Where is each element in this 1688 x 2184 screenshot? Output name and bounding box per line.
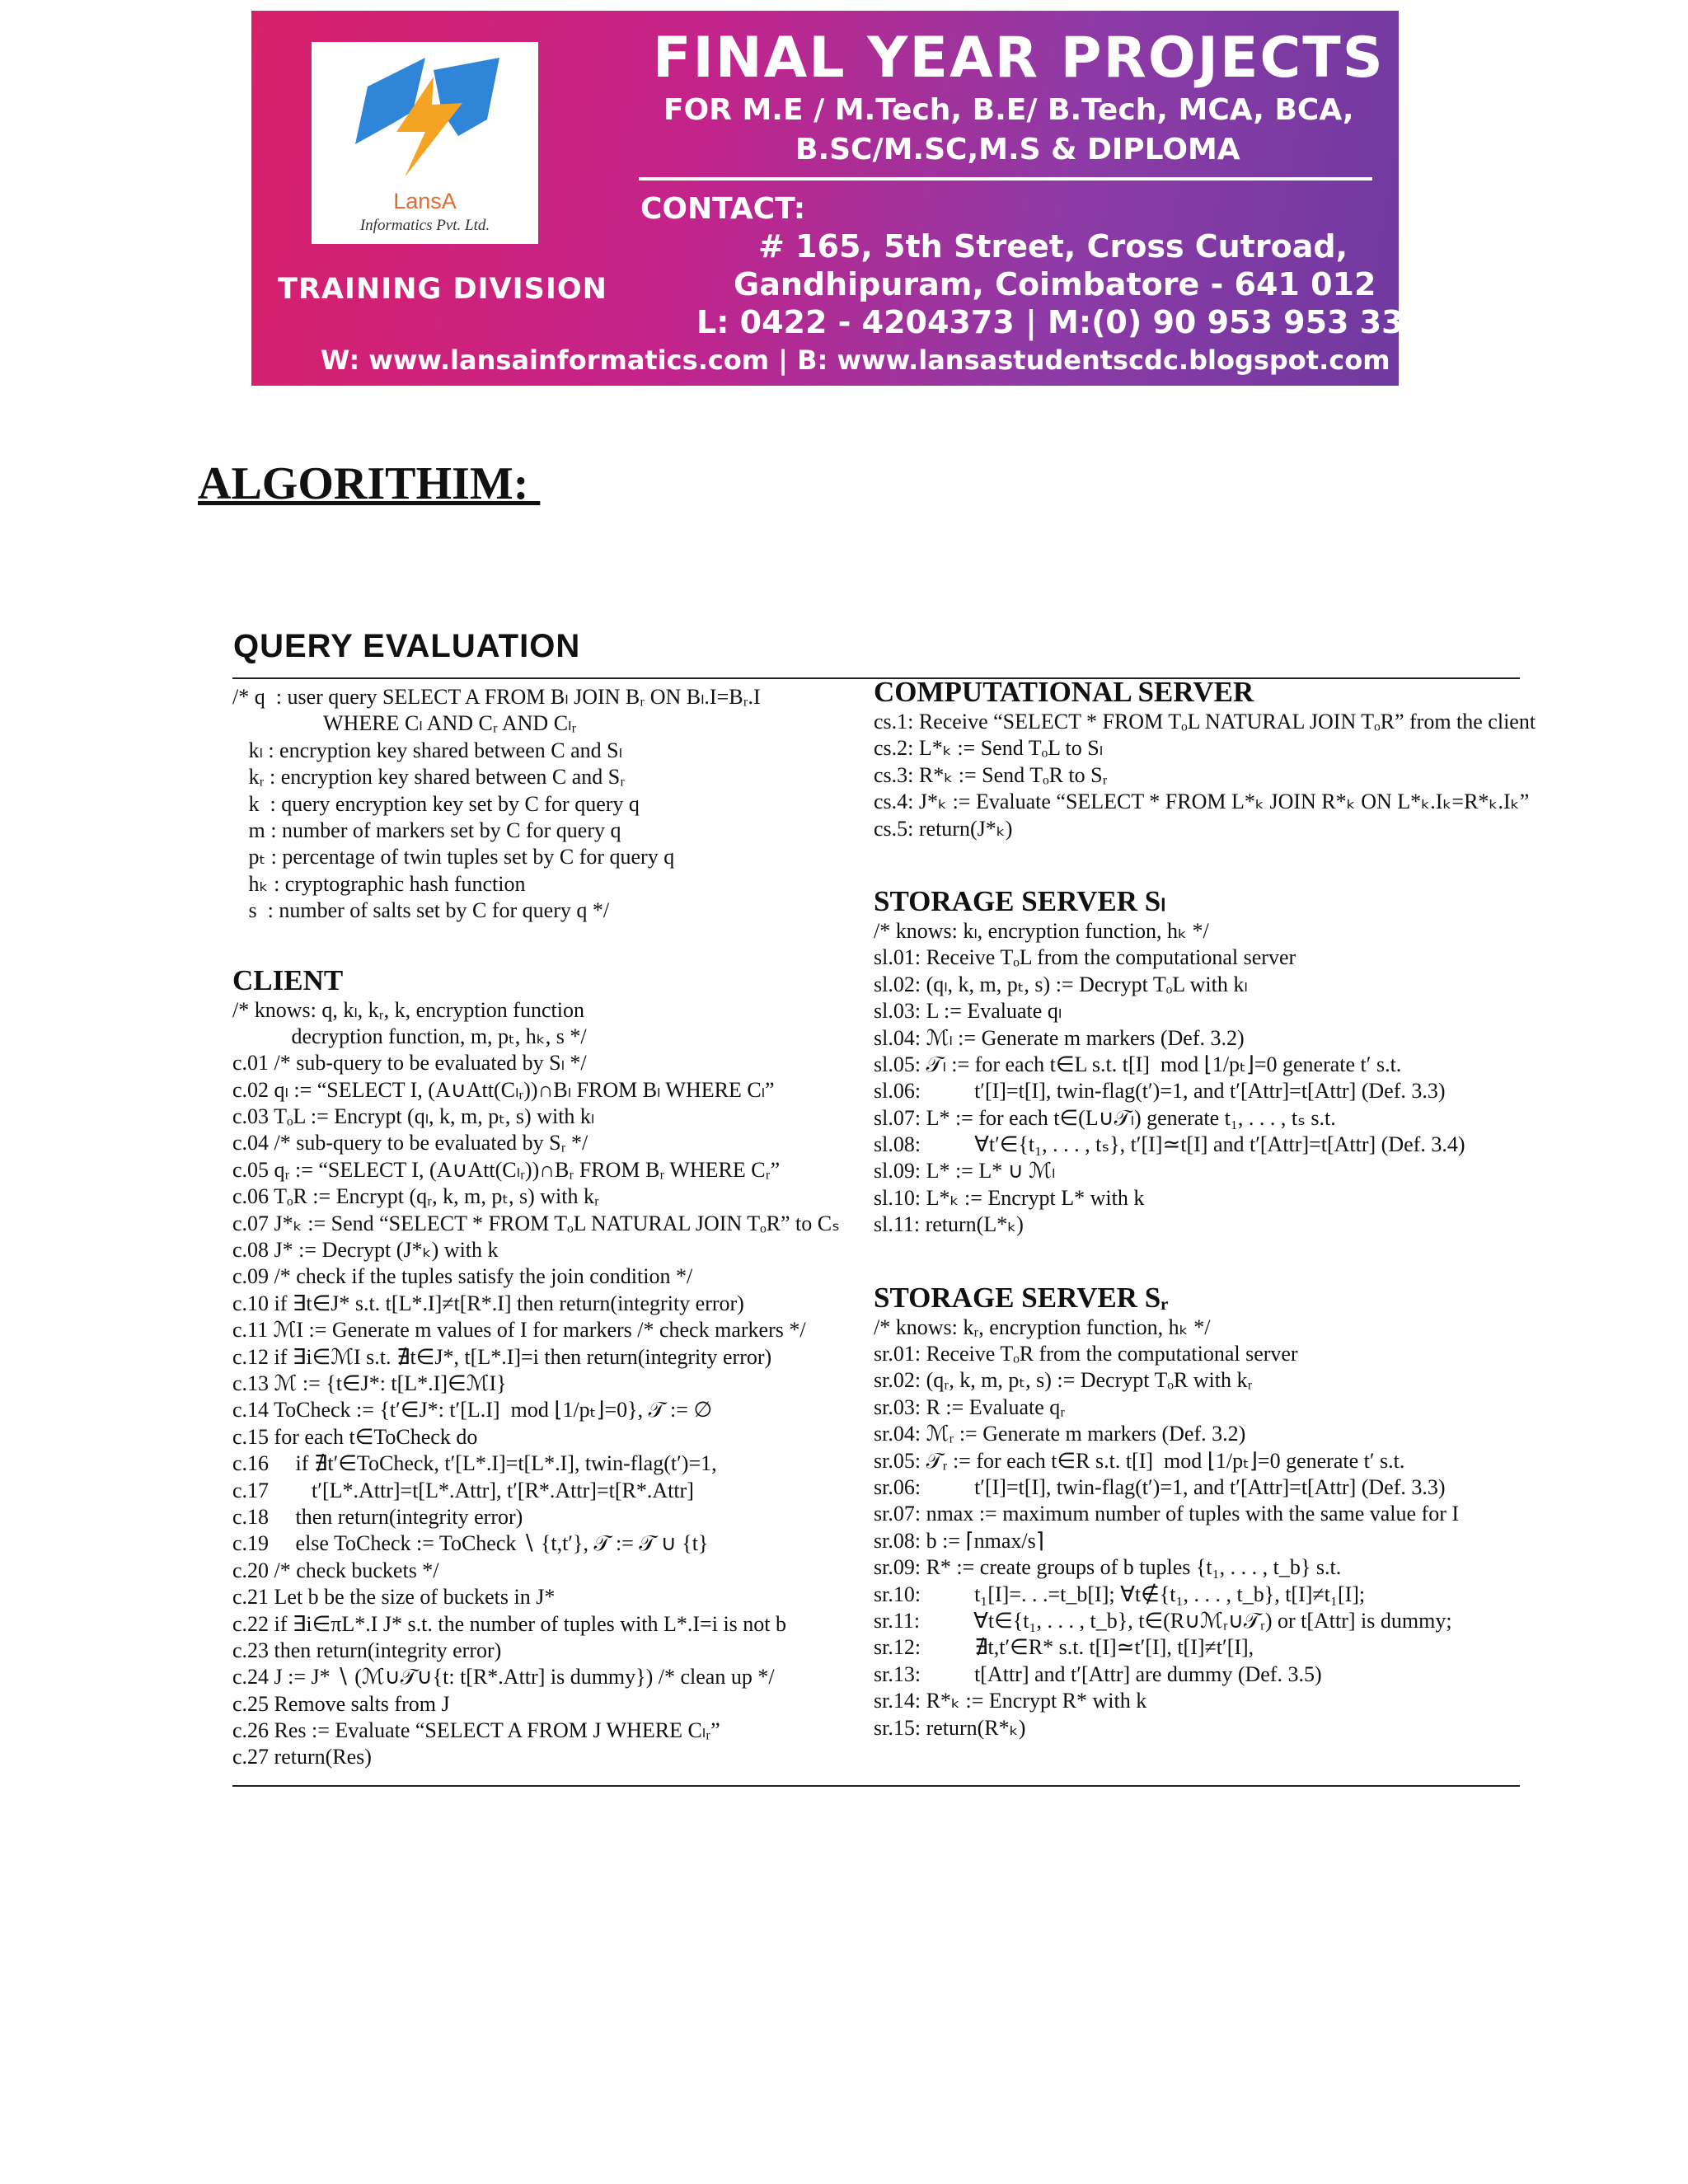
algorithm-line: /* knows: kᵣ, encryption function, hₖ */: [874, 1315, 1211, 1339]
storage-server-r-title: STORAGE SERVER Sᵣ: [874, 1281, 1169, 1314]
algorithm-line: decryption function, m, pₜ, hₖ, s */: [232, 1024, 587, 1048]
page-heading: ALGORITHIM:: [198, 458, 541, 509]
algorithm-line: sl.07: L* := for each t∈(L∪𝒯ₗ) generate t₁, . . . , tₛ s.t.: [874, 1105, 1336, 1130]
phone-numbers: L: 0422 - 4204373 | M:(0) 90 953 953 33: [696, 304, 1404, 340]
algorithm-line: sr.12: ∄t,t′∈R* s.t. t[I]≃t′[I], t[I]≠t′[I],: [874, 1635, 1254, 1660]
algorithm-line: sr.03: R := Evaluate qᵣ: [874, 1394, 1066, 1419]
algorithm-line: c.20 /* check buckets */: [232, 1558, 439, 1582]
algorithm-line: c.17 t′[L*.Attr]=t[L*.Attr], t′[R*.Attr]=t[R*.Attr]: [232, 1478, 694, 1502]
algorithm-line: c.26 Res := Evaluate “SELECT A FROM J WHERE Cₗᵣ”: [232, 1718, 720, 1743]
logo-subtitle: Informatics Pvt. Ltd.: [359, 217, 490, 234]
storage-server-l-title: STORAGE SERVER Sₗ: [874, 884, 1166, 917]
algorithm-line: sl.05: 𝒯ₗ := for each t∈L s.t. t[I] mod ⌊1/pₜ⌋=0 generate t′ s.t.: [874, 1052, 1402, 1076]
algorithm-line: c.05 qᵣ := “SELECT I, (A∪Att(Cₗᵣ))∩Bᵣ FROM Bᵣ WHERE Cᵣ”: [232, 1157, 781, 1182]
algorithm-line: sr.01: Receive TₒR from the computational server: [874, 1342, 1298, 1366]
logo-name: LansA: [393, 189, 457, 213]
algorithm-line: sr.06: t′[I]=t[I], twin-flag(t′)=1, and t′[Attr]=t[Attr] (Def. 3.3): [874, 1474, 1446, 1499]
client-title: CLIENT: [232, 963, 344, 996]
algorithm-line: c.22 if ∃i∈πL*.I J* s.t. the number of tuples with L*.I=i is not b: [232, 1611, 787, 1636]
algorithm-line: sl.01: Receive TₒL from the computational server: [874, 945, 1296, 970]
computational-server-title: COMPUTATIONAL SERVER: [874, 676, 1254, 708]
algorithm-line: sr.05: 𝒯ᵣ := for each t∈R s.t. t[I] mod ⌊1/pₜ⌋=0 generate t′ s.t.: [874, 1448, 1405, 1473]
figure-title: QUERY EVALUATION: [233, 628, 581, 664]
algorithm-line: cs.1: Receive “SELECT * FROM TₒL NATURAL JOIN TₒR” from the client: [874, 710, 1536, 733]
algorithm-line: kₗ : encryption key shared between C and Sₗ: [232, 738, 622, 762]
computational-server-block: [874, 709, 1536, 842]
algorithm-line: sr.11: ∀t∈{t₁, . . . , t_b}, t∈(R∪ℳᵣ∪𝒯ᵣ) or t[Attr] is dummy;: [874, 1608, 1452, 1633]
right-column: [874, 676, 1536, 1741]
algorithm-line: /* knows: q, kₗ, kᵣ, k, encryption function: [232, 997, 584, 1022]
algorithm-line: c.04 /* sub-query to be evaluated by Sᵣ */: [232, 1131, 588, 1155]
algorithm-line: sl.10: L*ₖ := Encrypt L* with k: [874, 1185, 1145, 1210]
algorithm-line: sl.04: ℳₗ := Generate m markers (Def. 3.2): [874, 1025, 1245, 1050]
algorithm-line: c.21 Let b be the size of buckets in J*: [232, 1585, 556, 1610]
algorithm-line: /* knows: kₗ, encryption function, hₖ */: [874, 918, 1209, 943]
algorithm-line: c.16 if ∄t′∈ToCheck, t′[L*.I]=t[L*.I], twin-flag(t′)=1,: [232, 1451, 717, 1476]
algorithm-line: cs.3: R*ₖ := Send TₒR to Sᵣ: [874, 762, 1108, 787]
params-block: [232, 684, 859, 925]
algorithm-line: c.25 Remove salts from J: [232, 1691, 450, 1716]
algorithm-line: sl.11: return(L*ₖ): [874, 1212, 1024, 1237]
algorithm-line: sl.02: (qₗ, k, m, pₜ, s) := Decrypt TₒL with kₗ: [874, 972, 1248, 996]
algorithm-line: sr.14: R*ₖ := Encrypt R* with k: [874, 1689, 1147, 1713]
algorithm-line: c.09 /* check if the tuples satisfy the join condition */: [232, 1264, 693, 1289]
algorithm-line: c.24 J := J* ∖ (ℳ∪𝒯∪{t: t[R*.Attr] is dummy}) /* clean up */: [232, 1665, 775, 1690]
company-logo: [312, 42, 538, 244]
algorithm-line: c.27 return(Res): [232, 1745, 372, 1769]
algorithm-line: c.18 then return(integrity error): [232, 1504, 523, 1529]
website-links: W: www.lansainformatics.com | B: www.lansastudentscdc.blogspot.com: [321, 344, 1390, 376]
algorithm-line: kᵣ : encryption key shared between C and Sᵣ: [232, 765, 626, 790]
algorithm-line: c.19 else ToCheck := ToCheck ∖ {t,t′}, 𝒯 := 𝒯 ∪ {t}: [232, 1531, 709, 1556]
algorithm-line: c.07 J*ₖ := Send “SELECT * FROM TₒL NATURAL JOIN TₒR” to Cₛ: [232, 1211, 840, 1235]
algorithm-line: sr.07: nmax := maximum number of tuples with the same value for I: [874, 1502, 1460, 1526]
training-division: TRAINING DIVISION: [278, 273, 607, 306]
algorithm-line: cs.5: return(J*ₖ): [874, 816, 1013, 841]
algorithm-line: sl.08: ∀t′∈{t₁, . . . , tₛ}, t′[I]≃t[I] and t′[Attr]=t[Attr] (Def. 3.4): [874, 1132, 1465, 1157]
algorithm-line: sr.08: b := ⌈nmax/s⌉: [874, 1528, 1044, 1553]
address-line-1: # 165, 5th Street, Cross Cutroad,: [758, 228, 1348, 265]
contact-label: CONTACT:: [640, 192, 806, 226]
algorithm-line: sl.09: L* := L* ∪ ℳₗ: [874, 1159, 1056, 1183]
algorithm-line: sr.09: R* := create groups of b tuples {t₁, . . . , t_b} s.t.: [874, 1555, 1342, 1580]
header-banner: [251, 11, 1404, 386]
algorithm-line: c.01 /* sub-query to be evaluated by Sₗ */: [232, 1051, 587, 1076]
algorithm-line: hₖ : cryptographic hash function: [232, 871, 526, 896]
algorithm-line: c.02 qₗ := “SELECT I, (A∪Att(Cₗᵣ))∩Bₗ FROM Bₗ WHERE Cₗ”: [232, 1077, 775, 1102]
algorithm-line: c.15 for each t∈ToCheck do: [232, 1424, 478, 1449]
algorithm-line: k : query encryption key set by C for query q: [232, 791, 640, 816]
banner-title: FINAL YEAR PROJECTS: [653, 26, 1385, 91]
algorithm-line: sr.10: t₁[I]=. . .=t_b[I]; ∀t∉{t₁, . . . , t_b}, t[I]≠t₁[I];: [874, 1582, 1366, 1606]
algorithm-line: sr.13: t[Attr] and t′[Attr] are dummy (Def. 3.5): [874, 1661, 1322, 1686]
client-block: [232, 997, 859, 1771]
algorithm-line: cs.2: L*ₖ := Send TₒL to Sₗ: [874, 736, 1104, 761]
algorithm-line: sr.15: return(R*ₖ): [874, 1715, 1026, 1740]
banner-subtitle-2: B.SC/M.SC,M.S & DIPLOMA: [795, 133, 1240, 166]
algorithm-line: sr.04: ℳᵣ := Generate m markers (Def. 3.2): [874, 1422, 1246, 1446]
algorithm-line: /* q : user query SELECT A FROM Bₗ JOIN Bᵣ ON Bₗ.I=Bᵣ.I: [232, 685, 761, 709]
algorithm-line: c.11 ℳI := Generate m values of I for markers /* check markers */: [232, 1318, 806, 1343]
left-column: [232, 684, 859, 1771]
algorithm-line: WHERE Cₗ AND Cᵣ AND Cₗᵣ: [232, 711, 577, 736]
algorithm-line: c.14 ToCheck := {t′∈J*: t′[L.I] mod ⌊1/pₜ⌋=0}, 𝒯 := ∅: [232, 1398, 713, 1422]
algorithm-line: c.12 if ∃i∈ℳI s.t. ∄t∈J*, t[L*.I]=i then return(integrity error): [232, 1344, 772, 1369]
algorithm-line: c.06 TₒR := Encrypt (qᵣ, k, m, pₜ, s) with kᵣ: [232, 1184, 599, 1209]
figure-bottom-rule: [232, 1785, 1520, 1787]
algorithm-line: sl.03: L := Evaluate qₗ: [874, 999, 1062, 1024]
banner-subtitle-1: FOR M.E / M.Tech, B.E/ B.Tech, MCA, BCA,: [663, 93, 1354, 127]
algorithm-line: c.23 then return(integrity error): [232, 1638, 502, 1662]
algorithm-line: c.08 J* := Decrypt (J*ₖ) with k: [232, 1238, 499, 1263]
storage-server-l-block: [874, 918, 1525, 1239]
banner-divider: [639, 177, 1372, 180]
algorithm-line: c.10 if ∃t∈J* s.t. t[L*.I]≠t[R*.I] then return(integrity error): [232, 1291, 744, 1315]
algorithm-line: m : number of markers set by C for query q: [232, 818, 621, 842]
algorithm-line: pₜ : percentage of twin tuples set by C for query q: [232, 845, 675, 869]
algorithm-line: c.13 ℳ := {t∈J*: t[L*.I]∈ℳI}: [232, 1371, 507, 1395]
address-line-2: Gandhipuram, Coimbatore - 641 012: [734, 266, 1376, 302]
storage-server-r-block: [874, 1315, 1525, 1741]
algorithm-line: s : number of salts set by C for query q */: [232, 898, 610, 923]
algorithm-line: cs.4: J*ₖ := Evaluate “SELECT * FROM L*ₖ JOIN R*ₖ ON L*ₖ.Iₖ=R*ₖ.Iₖ”: [874, 790, 1530, 814]
algorithm-line: sr.02: (qᵣ, k, m, pₜ, s) := Decrypt TₒR with kᵣ: [874, 1368, 1253, 1393]
lansa-logo-icon: [335, 54, 516, 185]
algorithm-line: c.03 TₒL := Encrypt (qₗ, k, m, pₜ, s) with kₗ: [232, 1104, 595, 1129]
algorithm-line: sl.06: t′[I]=t[I], twin-flag(t′)=1, and t′[Attr]=t[Attr] (Def. 3.3): [874, 1079, 1446, 1104]
